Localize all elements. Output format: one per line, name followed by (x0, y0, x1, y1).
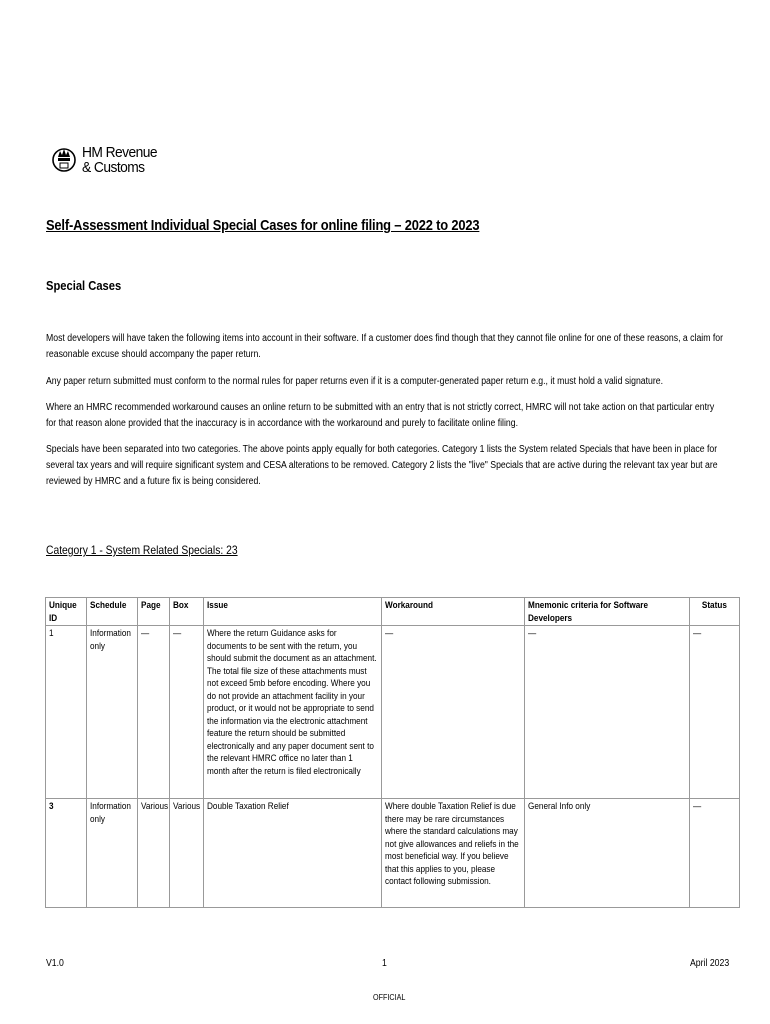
col-header-unique-id: Unique ID (46, 598, 87, 626)
cell-mnemonic: General Info only (525, 799, 690, 908)
document-title: Self-Assessment Individual Special Cases for online filing – 2022 to 2023 (46, 217, 480, 234)
table-row (46, 799, 740, 908)
royal-crest-icon (52, 140, 76, 180)
cell-status: — (690, 626, 740, 799)
section-heading: Special Cases (46, 278, 122, 293)
col-header-mnemonic: Mnemonic criteria for Software Developers (525, 598, 690, 626)
cell-mnemonic: — (525, 626, 690, 799)
specials-table (45, 597, 740, 908)
table-row (46, 626, 740, 799)
paragraph: Where an HMRC recommended workaround causes an online return to be submitted with an entry that is not strictly correct, HMRC will not take action on that particular entry for that reason alone provided that the inaccuracy is in accordance with the workaround and purely to facilitate online filing. (46, 402, 715, 429)
col-header-workaround: Workaround (382, 598, 525, 626)
cell-issue: Where the return Guidance asks for documents to be sent with the return, you should submit the document as an attachment. The total file size of these attachments must not exceed 5mb before encoding. Where you do not provide an attachment facility in your product, or it would not be appropriate to send the information via the electronic attachment feature the return should be submitted electronically and any paper document sent to the relevant HMRC office no later than 1 month after the return is filed electronically (204, 626, 382, 799)
paragraph: Any paper return submitted must conform to the normal rules for paper returns even if it is a computer-generated paper return e.g., it must hold a valid signature. (46, 376, 664, 387)
footer-date: April 2023 (690, 958, 730, 969)
cell-issue: Double Taxation Relief (204, 799, 382, 908)
logo-line-2: & Customs (82, 159, 145, 176)
logo-line-1: HM Revenue (82, 144, 158, 161)
cell-schedule: Information only (87, 626, 138, 799)
col-header-page: Page (138, 598, 170, 626)
cell-page: — (138, 626, 170, 799)
paragraph: Specials have been separated into two categories. The above points apply equally for both categories. Category 1 lists the System related Specials that have been in place for several tax years and will require significant system and CESA alterations to be removed. Category 2 lists the "live" Specials that are active during the relevant tax year but are reviewed by HMRC and a future fix is being considered. (46, 444, 718, 487)
cell-workaround: — (382, 626, 525, 799)
classification-label: OFFICIAL (373, 993, 406, 1002)
cell-schedule: Information only (87, 799, 138, 908)
hmrc-logo (52, 140, 164, 180)
cell-workaround: Where double Taxation Relief is due there may be rare circumstances where the standard calculations may not give allowances and reliefs in the most beneficial way. If you believe that this applies to you, please contact following submission. (382, 799, 525, 908)
cell-box: Various (170, 799, 204, 908)
cell-id: 1 (46, 626, 87, 799)
cell-box: — (170, 626, 204, 799)
col-header-schedule: Schedule (87, 598, 138, 626)
cell-status: — (690, 799, 740, 908)
col-header-status: Status (690, 598, 740, 626)
category-heading: Category 1 - System Related Specials: 23 (46, 543, 238, 557)
cell-id: 3 (46, 799, 87, 908)
footer-version: V1.0 (46, 958, 64, 969)
cell-page: Various (138, 799, 170, 908)
footer-page-number: 1 (382, 958, 387, 969)
col-header-issue: Issue (204, 598, 382, 626)
table-header-row (46, 598, 740, 626)
paragraph: Most developers will have taken the following items into account in their software. If a customer does find though that they cannot file online for one of these reasons, a claim for reasonable excuse should accompany the paper return. (46, 333, 724, 360)
col-header-box: Box (170, 598, 204, 626)
